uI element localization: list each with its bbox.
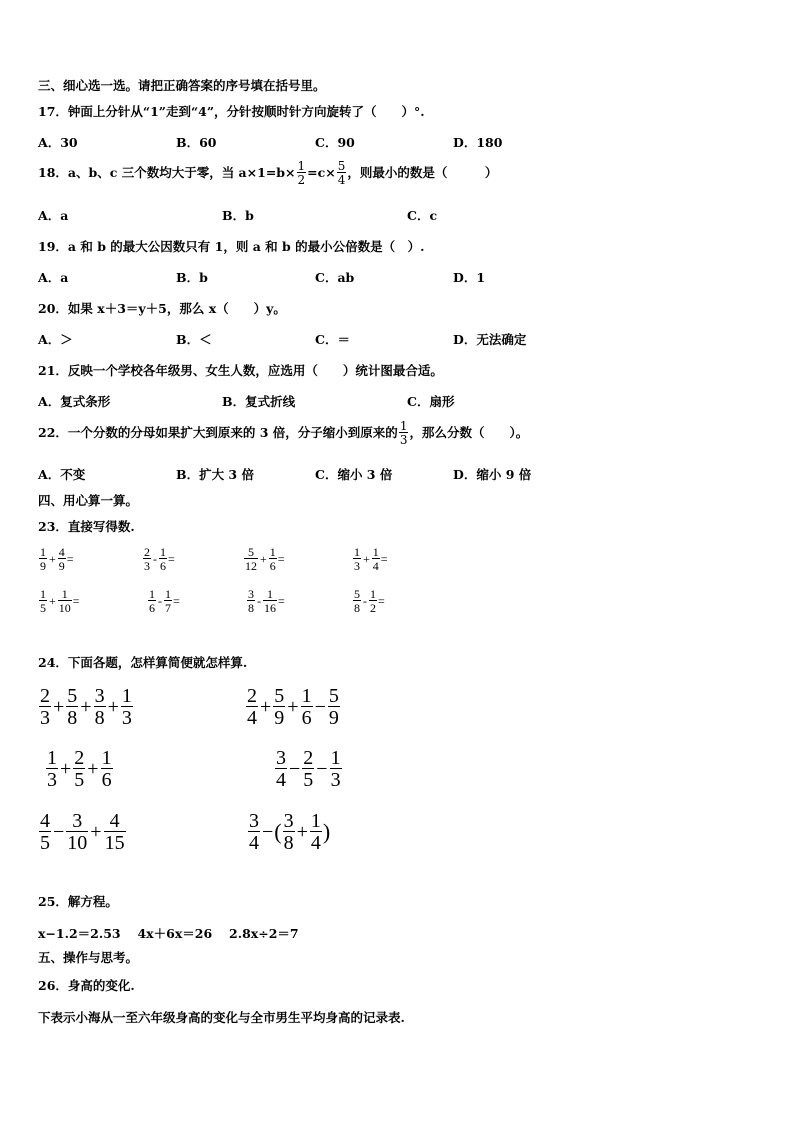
equals-sign: = (173, 593, 180, 608)
numerator: 3 (276, 747, 286, 769)
numerator: 1 (267, 587, 273, 601)
q21-option-a: A．复式条形 (38, 394, 111, 409)
q20-option-a: A．＞ (38, 332, 73, 347)
q22-frac-numerator: 1 (399, 419, 408, 433)
q24-expression-1 (38, 686, 134, 728)
numerator: 1 (301, 685, 312, 707)
operator: + (260, 551, 267, 566)
numerator: 4 (109, 810, 120, 832)
numerator: 1 (269, 545, 276, 559)
q17-stem: 17．钟面上分针从“1”走到“4”，分针按顺时针方向旋转了（ ）°. (38, 104, 425, 119)
numerator: 1 (310, 810, 321, 832)
numerator: 1 (372, 545, 379, 559)
q23-r1-c1 (38, 546, 74, 572)
denominator: 9 (328, 707, 339, 729)
numerator: 1 (121, 685, 132, 707)
q20-option-c: C．＝ (315, 332, 350, 347)
numerator: 1 (160, 545, 166, 559)
equals-sign: = (378, 593, 385, 608)
denominator: 10 (58, 601, 71, 615)
q24-expression-4 (274, 748, 343, 790)
numerator: 3 (72, 810, 83, 832)
q21-option-c: C．扇形 (407, 394, 455, 409)
numerator: 1 (47, 747, 57, 769)
denominator: 9 (274, 707, 285, 729)
equals-sign: = (168, 551, 175, 566)
equals-sign: = (66, 551, 74, 566)
q18-option-a: A．a (38, 208, 69, 223)
numerator: 1 (354, 545, 360, 559)
denominator: 3 (40, 707, 50, 729)
q25-equations: x−1.2＝2.53 4x＋6x＝26 2.8x÷2＝7 (38, 926, 299, 941)
q18-frac2-denominator: 4 (337, 173, 346, 187)
numerator: 1 (40, 545, 46, 559)
operator: - (363, 593, 367, 608)
q19-option-d: D．1 (453, 270, 486, 285)
q22-option-a: A．不变 (38, 467, 86, 482)
q23-title: 23．直接写得数. (38, 519, 135, 534)
q26-description: 下表示小海从一至六年级身高的变化与全市男生平均身高的记录表. (38, 1010, 405, 1025)
denominator: 6 (160, 559, 166, 573)
q24-expression-6 (247, 811, 330, 853)
operator: - (158, 593, 162, 608)
q23-r1-c2 (142, 546, 175, 572)
numerator: 2 (74, 747, 85, 769)
q18-stem-mid: =c× (307, 164, 336, 180)
denominator: 10 (67, 832, 88, 854)
numerator: 1 (165, 587, 171, 601)
numerator: 4 (58, 545, 65, 559)
q24-expression-2 (245, 686, 341, 728)
denominator: 6 (269, 559, 276, 573)
denominator: 5 (74, 769, 85, 791)
q20-option-b: B．＜ (176, 332, 212, 347)
operator: + (80, 695, 92, 718)
denominator: 3 (47, 769, 57, 791)
denominator: 3 (121, 707, 132, 729)
numerator: 2 (303, 747, 314, 769)
numerator: 1 (61, 587, 68, 601)
denominator: 3 (144, 559, 150, 573)
q18-fraction-1 (297, 160, 307, 186)
denominator: 4 (372, 559, 379, 573)
operator: − (289, 757, 301, 780)
numerator: 1 (330, 747, 341, 769)
denominator: 5 (40, 601, 46, 615)
operator: + (107, 695, 119, 718)
q24-title: 24．下面各题，怎样算简便就怎样算. (38, 655, 248, 670)
q19-option-b: B．b (176, 270, 208, 285)
operator: - (257, 593, 261, 608)
operator: + (260, 695, 272, 718)
equals-sign: = (278, 593, 285, 608)
operator: + (87, 757, 99, 780)
denominator: 8 (283, 832, 294, 854)
denominator: 15 (104, 832, 125, 854)
q20-stem: 20．如果 x＋3＝y＋5，那么 x（ ）y。 (38, 301, 286, 316)
operator: − (53, 820, 65, 843)
operator: − (316, 757, 328, 780)
q22-stem (38, 420, 528, 446)
numerator: 1 (40, 587, 46, 601)
operator: - (153, 551, 157, 566)
q22-stem-post: ，那么分数（ ）。 (409, 424, 529, 440)
q23-r1-c4 (352, 546, 388, 572)
q18-stem (38, 160, 497, 186)
numerator: 5 (248, 545, 254, 559)
q24-expression-3 (45, 748, 114, 790)
q25-title: 25．解方程。 (38, 894, 118, 909)
numerator: 3 (248, 587, 254, 601)
operator: + (53, 695, 65, 718)
q23-r2-c1 (38, 588, 80, 614)
denominator: 8 (354, 601, 360, 615)
operator: + (363, 551, 370, 566)
denominator: 5 (303, 769, 314, 791)
q20-option-d: D．无法确定 (453, 332, 527, 347)
denominator: 6 (101, 769, 112, 791)
q17-option-a: A．30 (38, 135, 78, 150)
q22-stem-pre: 22．一个分数的分母如果扩大到原来的 3 倍，分子缩小到原来的 (38, 424, 398, 440)
numerator: 1 (101, 747, 112, 769)
denominator: 9 (40, 559, 46, 573)
operator: + (49, 593, 56, 608)
q18-option-c: C．c (407, 208, 438, 223)
q17-option-c: C．90 (315, 135, 355, 150)
numerator: 1 (149, 587, 155, 601)
numerator: 3 (249, 810, 259, 832)
denominator: 4 (276, 769, 286, 791)
numerator: 1 (370, 587, 376, 601)
denominator: 5 (40, 832, 50, 854)
denominator: 6 (149, 601, 155, 615)
numerator: 2 (40, 685, 50, 707)
operator: + (60, 757, 72, 780)
operator: − (314, 695, 326, 718)
q17-option-b: B．60 (176, 135, 217, 150)
q23-r2-c4 (352, 588, 385, 614)
operator: + (90, 820, 102, 843)
denominator: 9 (58, 559, 65, 573)
denominator: 16 (264, 601, 276, 615)
equals-sign: = (380, 551, 388, 566)
q19-option-a: A．a (38, 270, 69, 285)
q18-stem-post: ，则最小的数是（ ） (347, 164, 498, 180)
denominator: 4 (249, 832, 259, 854)
operator: + (296, 820, 308, 843)
denominator: 4 (310, 832, 321, 854)
numerator: 5 (328, 685, 339, 707)
q18-option-b: B．b (222, 208, 254, 223)
numerator: 3 (94, 685, 105, 707)
q19-option-c: C．ab (315, 270, 355, 285)
right-parenthesis: ) (322, 819, 331, 844)
q23-r2-c2 (147, 588, 180, 614)
q18-fraction-2 (337, 160, 347, 186)
numerator: 5 (274, 685, 285, 707)
q22-frac-denominator: 3 (399, 433, 408, 447)
denominator: 8 (67, 707, 78, 729)
denominator: 12 (245, 559, 257, 573)
operator: − (262, 820, 274, 843)
numerator: 2 (247, 685, 257, 707)
operator: + (287, 695, 299, 718)
q22-option-d: D．缩小 9 倍 (453, 467, 532, 482)
q22-option-c: C．缩小 3 倍 (315, 467, 393, 482)
q26-title: 26．身高的变化. (38, 978, 135, 993)
q23-r2-c3 (246, 588, 285, 614)
section-5-heading: 五、操作与思考。 (38, 950, 139, 965)
operator: + (49, 551, 56, 566)
denominator: 3 (330, 769, 341, 791)
q19-stem: 19．a 和 b 的最大公因数只有 1，则 a 和 b 的最小公倍数是（ ）. (38, 239, 425, 254)
q18-frac1-numerator: 1 (297, 159, 306, 173)
q23-r1-c3 (243, 546, 285, 572)
denominator: 2 (370, 601, 376, 615)
denominator: 4 (247, 707, 257, 729)
equals-sign: = (277, 551, 285, 566)
left-parenthesis: ( (274, 819, 282, 844)
q22-option-b: B．扩大 3 倍 (176, 467, 254, 482)
q17-option-d: D．180 (453, 135, 503, 150)
denominator: 8 (94, 707, 105, 729)
q21-stem: 21．反映一个学校各年级男、女生人数，应选用（ ）统计图最合适。 (38, 363, 443, 378)
numerator: 5 (67, 685, 78, 707)
numerator: 4 (40, 810, 50, 832)
numerator: 5 (354, 587, 360, 601)
numerator: 2 (144, 545, 150, 559)
denominator: 3 (354, 559, 360, 573)
denominator: 6 (301, 707, 312, 729)
numerator: 3 (283, 810, 294, 832)
denominator: 8 (248, 601, 254, 615)
q22-fraction (399, 420, 409, 446)
q18-stem-pre: 18．a、b、c 三个数均大于零，当 a×1=b× (38, 164, 296, 180)
q18-frac1-denominator: 2 (297, 173, 306, 187)
q21-option-b: B．复式折线 (222, 394, 296, 409)
denominator: 7 (165, 601, 171, 615)
section-3-heading: 三、细心选一选。请把正确答案的序号填在括号里。 (38, 78, 326, 93)
section-4-heading: 四、用心算一算。 (38, 493, 139, 508)
q18-frac2-numerator: 5 (337, 159, 346, 173)
equals-sign: = (72, 593, 80, 608)
q24-expression-5 (38, 811, 127, 853)
